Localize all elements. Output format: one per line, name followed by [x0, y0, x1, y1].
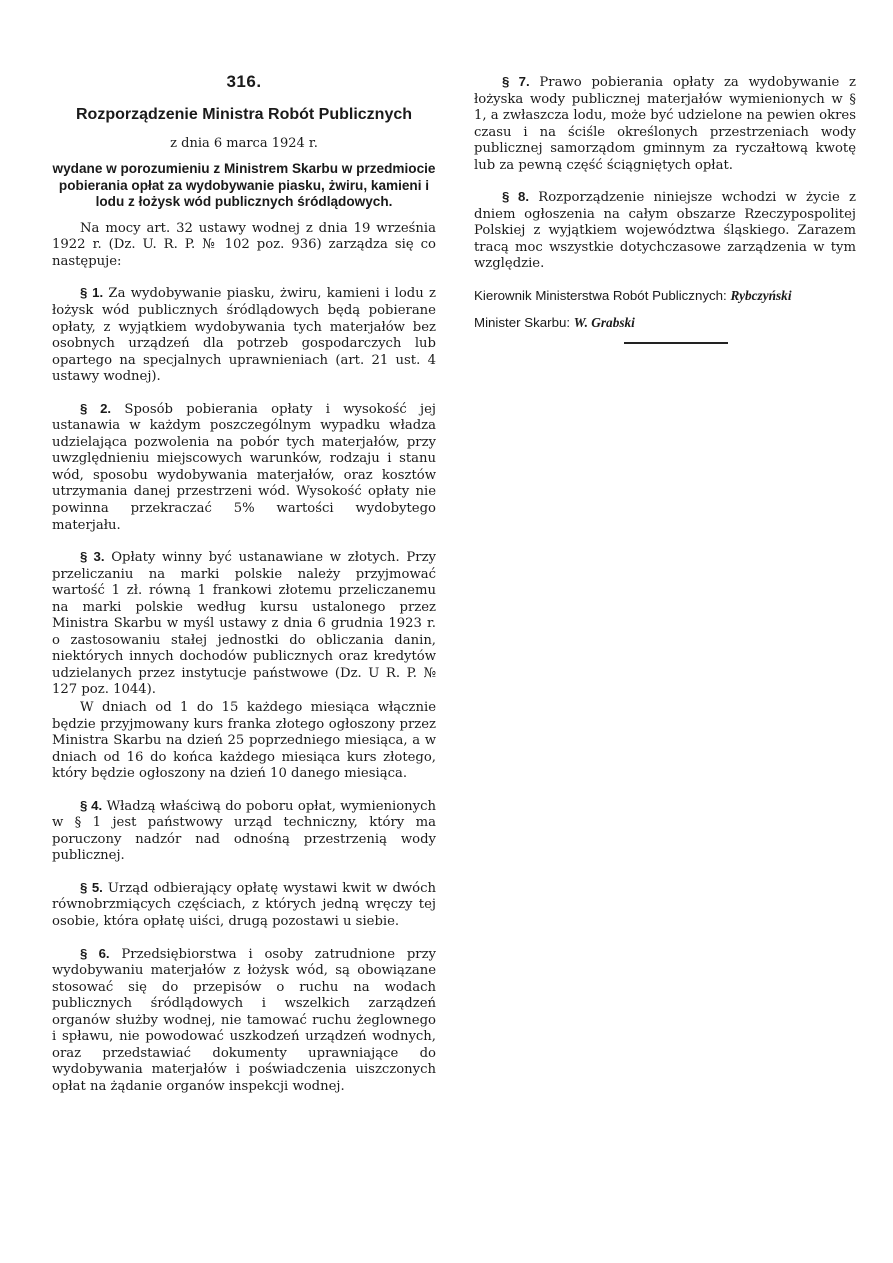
section-label: § 4.: [80, 797, 103, 813]
section-text: Urząd odbierający opłatę wystawi kwit w dwóch równobrzmiących częściach, z których jedną wręczy tej osobie, która opłatę uiści, drugą pozostawi u siebie.: [52, 880, 436, 930]
closing-rule: [624, 342, 728, 344]
left-column: [52, 72, 436, 1110]
section-label: § 1.: [80, 285, 104, 301]
section-2: [52, 401, 436, 534]
signature-role: Minister Skarbu:: [474, 315, 571, 331]
section-label: § 3.: [80, 549, 105, 565]
section-text: Przedsiębiorstwa i osoby zatrudnione przy wydobywaniu materjałów z łożysk wód, są obowiązane stosować się do przepisów o ruchu na wodach publicznych śródlądowych i wszelkich zarządzeń organów służby wodnej, nie tamować ruchu żeglownego i spławu, nie powodować uszkodzeń urządzeń wodnych, oraz przedstawiać dokumenty uprawniające do wydobywania materjałów i poświadczenia uiszczonych opłat na żądanie organów inspekcji wodnej.: [52, 946, 437, 1094]
document-subtitle: wydane w porozumieniu z Ministrem Skarbu w przedmiocie pobierania opłat za wydobywanie piasku, żwiru, kamieni i lodu z łożysk wód publicznych śródlądowych.: [52, 161, 436, 210]
section-3: [52, 549, 436, 699]
section-text: Rozporządzenie niniejsze wchodzi w życie z dniem ogłoszenia na całym obszarze Rzeczypospolitej Polskiej z wyjątkiem województwa śląskiego. Zarazem tracą moc wszystkie dotychczasowe zarządzenia w tym względzie.: [474, 190, 856, 272]
section-text: Opłaty winny być ustanawiane w złotych. Przy przeliczaniu na marki polskie należy przyjmować wartość 1 zł. równą 1 frankowi złotemu przeliczanemu na marki polskie według kursu ustalonego przez Ministra Skarbu w myśl ustawy z dnia 6 grudnia 1923 r. o zastosowaniu stałej jednostki do obliczania danin, niektórych innych dochodów publicznych oraz kredytów udzielanych przez instytucje państwowe (Dz. U R. P. № 127 poz. 1044).: [52, 550, 436, 698]
section-3-continuation: W dniach od 1 do 15 każdego miesiąca włącznie będzie przyjmowany kurs franka złotego ogłoszony przez Ministra Skarbu na dzień 25 poprzedniego miesiąca, a w dniach od 16 do końca każdego miesiąca kurs złotego, który będzie ogłoszony na dzień 10 danego miesiąca.: [52, 700, 436, 782]
document-date: z dnia 6 marca 1924 r.: [170, 136, 318, 151]
signature-line-1: [474, 288, 856, 304]
section-6: [52, 946, 436, 1096]
signature-name: W. Grabski: [573, 315, 635, 331]
section-5: [52, 880, 436, 931]
section-text: Za wydobywanie piasku, żwiru, kamieni i lodu z łożysk wód publicznych śródlądowych będą pobierane opłaty, z wyjątkiem wydobywania tych materjałów bez osobnych urządzeń dla potrzeb gospodarczych lub opartego na specjalnych uprawnieniach (art. 21 ust. 4 ustawy wodnej).: [52, 286, 436, 385]
right-column: [474, 74, 856, 344]
section-text: Sposób pobierania opłaty i wysokość jej ustanawia w każdym poszczególnym wypadku władza udzielająca pozwolenia na pobór tych materjałów, przy uwzględnieniu miejscowych warunków, rodzaju i stanu wód, sposobu wydobywania materjałów, oraz kosztów utrzymania danej przestrzeni wód. Wysokość opłaty nie powinna przekraczać 5% wartości wydobytego materjału.: [52, 401, 437, 533]
signature-line-2: [474, 315, 856, 331]
signature-role: Kierownik Ministerstwa Robót Publicznych:: [474, 288, 727, 304]
section-1: [52, 285, 436, 385]
section-label: § 2.: [80, 400, 112, 416]
section-text: Władzą właściwą do poboru opłat, wymienionych w § 1 jest państwowy urząd techniczny, który ma poruczony nadzór nad odnośną przestrzenią wody publicznej.: [52, 798, 436, 864]
document-title: Rozporządzenie Ministra Robót Publicznych: [75, 106, 413, 123]
section-label: § 8.: [502, 189, 530, 205]
signature-name: Rybczyński: [730, 288, 792, 304]
section-text: Prawo pobierania opłaty za wydobywanie z łożyska wody publicznej materjałów wymienionych w § 1, a zwłaszcza lodu, może być udzielone na pewien okres czasu i na ściśle określonych przestrzeniach wody publicznej samorządom gminnym za ryczałtową kwotę lub za pewną część ściągniętych opłat.: [474, 75, 856, 173]
section-label: § 5.: [80, 879, 103, 895]
section-label: § 7.: [502, 74, 530, 89]
section-7: [474, 74, 856, 174]
section-4: [52, 798, 436, 865]
section-label: § 6.: [80, 945, 110, 961]
preamble: Na mocy art. 32 ustawy wodnej z dnia 19 września 1922 r. (Dz. U. R. P. № 102 poz. 936) zarządza się co następuje:: [52, 220, 436, 269]
section-8: [474, 189, 856, 273]
page-number: 316.: [226, 72, 262, 91]
